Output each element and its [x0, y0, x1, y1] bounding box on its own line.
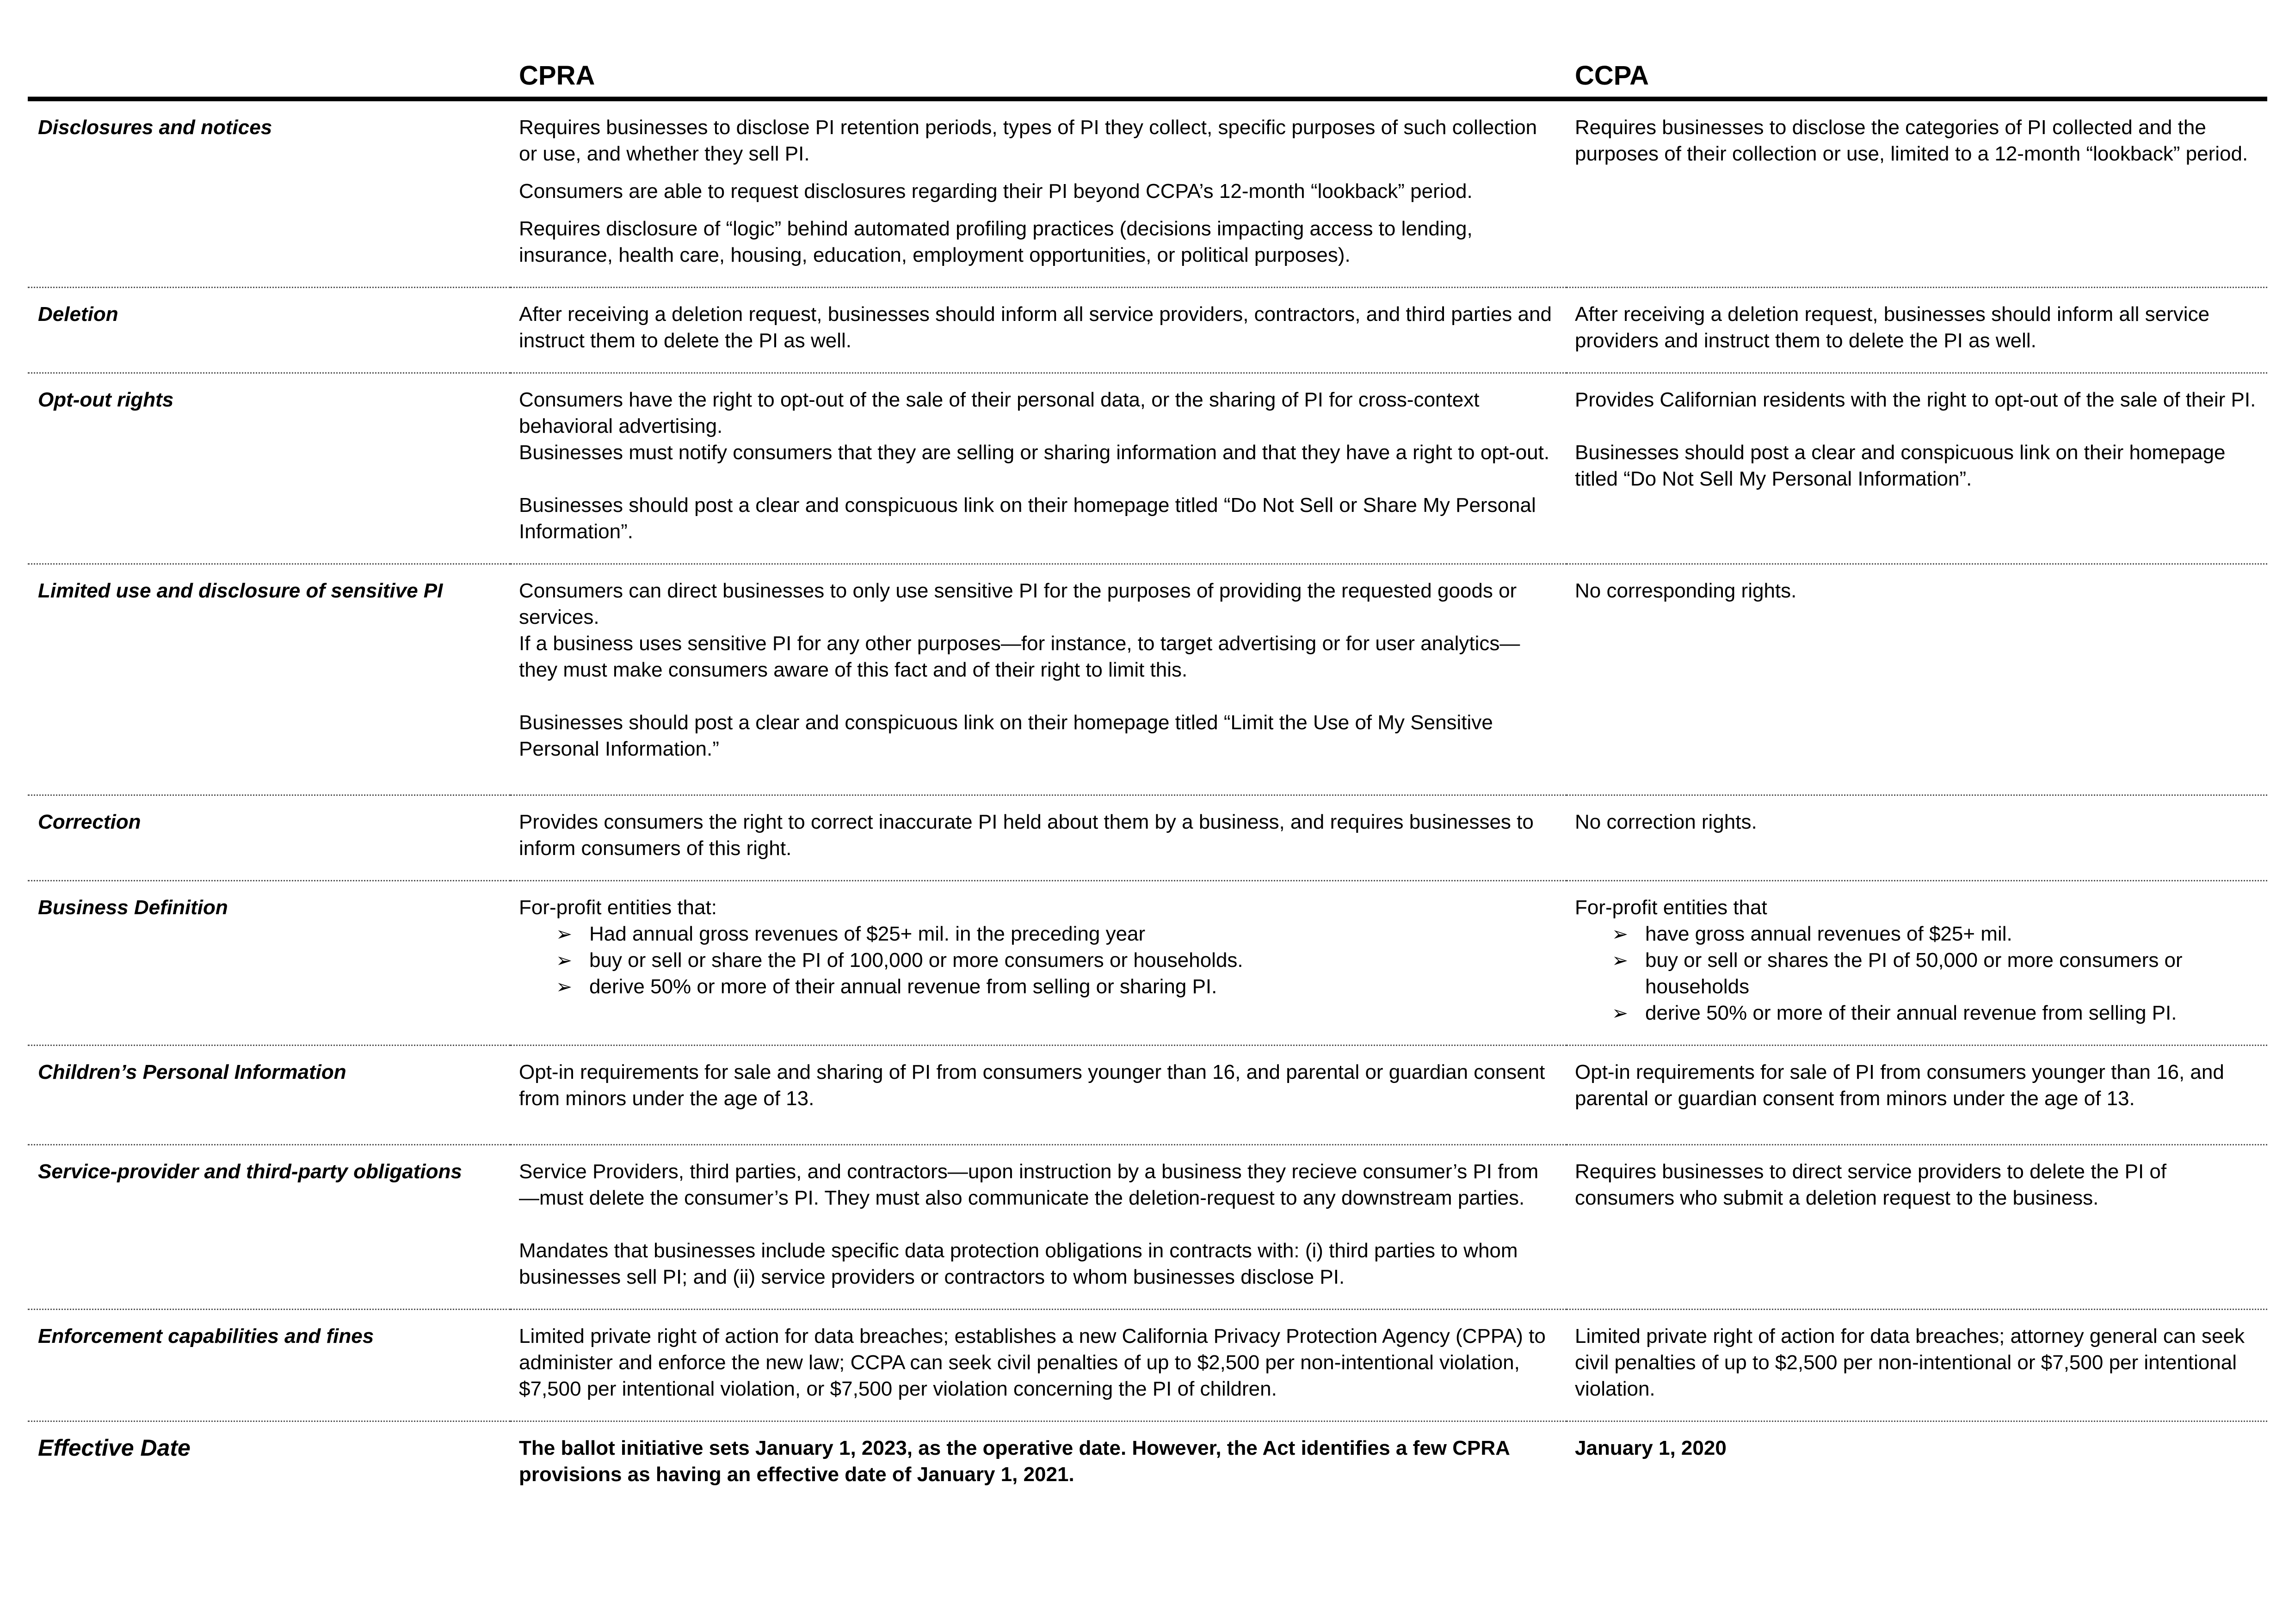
cell-text: Provides consumers the right to correct inaccurate PI held about them by a business, and requires businesses to inform consumers of this right.	[519, 811, 1534, 860]
cell-text: Businesses should post a clear and conspicuous link on their homepage titled “Do Not Sell My Personal Information”.	[1575, 441, 2226, 490]
arrow-bullet-icon: ➢	[556, 975, 573, 998]
list-item-text: derive 50% or more of their annual revenue from selling PI.	[1645, 1002, 2177, 1024]
row-label-deletion: Deletion	[28, 288, 511, 373]
cell-text: Opt-in requirements for sale of PI from consumers younger than 16, and parental or guardian consent from minors under the age of 13.	[1575, 1061, 2224, 1110]
cell-text: No corresponding rights.	[1575, 579, 1797, 602]
cell-text: After receiving a deletion request, businesses should inform all service providers and instruct them to delete the PI as well.	[1575, 303, 2210, 352]
ccpa-cell-enforcement	[1567, 1310, 2267, 1421]
table-row	[28, 1046, 2267, 1145]
row-label-sensitive: Limited use and disclosure of sensitive PI	[28, 564, 511, 795]
cell-text: No correction rights.	[1575, 811, 1757, 833]
ccpa-cell-deletion	[1567, 288, 2267, 373]
list-item-text: buy or sell or share the PI of 100,000 or more consumers or households.	[589, 949, 1243, 972]
arrow-bullet-icon: ➢	[1612, 923, 1629, 945]
cpra-business-list	[519, 921, 1558, 1000]
list-item	[556, 921, 1558, 947]
cell-text: The ballot initiative sets January 1, 2023, as the operative date. However, the Act identifies a few CPRA provisions as having an effective date of January 1, 2021.	[519, 1437, 1510, 1486]
cpra-cell-service	[511, 1145, 1567, 1310]
ccpa-cell-effective	[1567, 1421, 2267, 1507]
list-item-text: derive 50% or more of their annual revenue from selling or sharing PI.	[589, 975, 1217, 998]
arrow-bullet-icon: ➢	[1612, 1002, 1629, 1024]
cell-text: If a business uses sensitive PI for any other purposes—for instance, to target advertising or for user analytics—they must make consumers aware of this fact and of their right to limit this.	[519, 632, 1520, 681]
cell-text: For-profit entities that:	[519, 896, 717, 919]
table-row	[28, 288, 2267, 373]
cell-text: Requires businesses to disclose the categories of PI collected and the purposes of their collection or use, limited to a 12-month “lookback” period.	[1575, 116, 2248, 165]
row-label-effective: Effective Date	[38, 1435, 191, 1461]
cell-text: Opt-in requirements for sale and sharing of PI from consumers younger than 16, and parental or guardian consent from minors under the age of 13.	[519, 1061, 1545, 1110]
row-label-disclosures: Disclosures and notices	[28, 99, 511, 288]
cell-text: Businesses must notify consumers that they are selling or sharing information and that they have a right to opt-out.	[519, 441, 1550, 464]
arrow-bullet-icon: ➢	[556, 923, 573, 945]
ccpa-cell-service	[1567, 1145, 2267, 1310]
ccpa-cell-sensitive	[1567, 564, 2267, 795]
cell-text: Limited private right of action for data breaches; attorney general can seek civil penalties of up to $2,500 per non-intentional or $7,500 per intentional violation.	[1575, 1325, 2245, 1400]
arrow-bullet-icon: ➢	[556, 949, 573, 972]
cell-text: After receiving a deletion request, businesses should inform all service providers, contractors, and third parties and instruct them to delete the PI as well.	[519, 303, 1552, 352]
row-label-correction: Correction	[28, 795, 511, 881]
list-item	[1612, 947, 2259, 1000]
cell-text: Requires disclosure of “logic” behind automated profiling practices (decisions impacting access to lending, insurance, health care, housing, education, employment opportunities, or political purposes).	[519, 217, 1473, 266]
cell-text: For-profit entities that	[1575, 896, 1767, 919]
cell-text: Requires businesses to direct service providers to delete the PI of consumers who submit a deletion request to the business.	[1575, 1160, 2167, 1209]
cell-text: Limited private right of action for data breaches; establishes a new California Privacy Protection Agency (CPPA) to administer and enforce the new law; CCPA can seek civil penalties of up to $2,500 per non-intentional violation, $7,500 per intentional violation, or $7,500 per violation concerning the PI of children.	[519, 1325, 1546, 1400]
header-cpra: CPRA	[511, 60, 1567, 99]
cpra-cell-correction	[511, 795, 1567, 881]
cpra-cell-children	[511, 1046, 1567, 1145]
ccpa-cell-correction	[1567, 795, 2267, 881]
ccpa-cell-optout	[1567, 373, 2267, 564]
cpra-cell-disclosures	[511, 99, 1567, 288]
table-row	[28, 99, 2267, 288]
table-row	[28, 795, 2267, 881]
list-item-text: have gross annual revenues of $25+ mil.	[1645, 923, 2012, 945]
table-row	[28, 1421, 2267, 1507]
cpra-cell-deletion	[511, 288, 1567, 373]
row-label-children: Children’s Personal Information	[28, 1046, 511, 1145]
list-item	[1612, 921, 2259, 947]
cell-text: Businesses should post a clear and conspicuous link on their homepage titled “Limit the Use of My Sensitive Personal Information.”	[519, 711, 1493, 760]
cell-text: Mandates that businesses include specific data protection obligations in contracts with: (i) third parties to whom businesses sell PI; and (ii) service providers or contractors to whom businesses disclose PI.	[519, 1239, 1518, 1288]
row-label-service: Service-provider and third-party obligations	[28, 1145, 511, 1310]
table-row	[28, 1310, 2267, 1421]
cell-text: Service Providers, third parties, and contractors—upon instruction by a business they recieve consumer’s PI from—must delete the consumer’s PI. They must also communicate the deletion-request to any downstream parties.	[519, 1160, 1539, 1209]
list-item-text: Had annual gross revenues of $25+ mil. in the preceding year	[589, 923, 1146, 945]
comparison-document	[28, 60, 2267, 1506]
cell-text: Provides Californian residents with the right to opt-out of the sale of their PI.	[1575, 388, 2256, 411]
table-row	[28, 373, 2267, 564]
ccpa-cell-disclosures	[1567, 99, 2267, 288]
list-item-text: buy or sell or shares the PI of 50,000 or more consumers or households	[1645, 949, 2183, 998]
table-row	[28, 881, 2267, 1046]
arrow-bullet-icon: ➢	[1612, 949, 1629, 972]
cell-text: Consumers can direct businesses to only use sensitive PI for the purposes of providing the requested goods or services.	[519, 579, 1517, 628]
cpra-cell-sensitive	[511, 564, 1567, 795]
ccpa-cell-children	[1567, 1046, 2267, 1145]
cpra-cell-business	[511, 881, 1567, 1046]
row-label-optout: Opt-out rights	[28, 373, 511, 564]
row-label-enforcement: Enforcement capabilities and fines	[28, 1310, 511, 1421]
cell-text: January 1, 2020	[1575, 1437, 1727, 1459]
cell-text: Consumers are able to request disclosures regarding their PI beyond CCPA’s 12-month “lookback” period.	[519, 180, 1473, 203]
table-header-row	[28, 60, 2267, 99]
header-blank-cell	[28, 60, 511, 99]
cpra-ccpa-comparison-table	[28, 60, 2267, 1506]
cpra-cell-effective	[511, 1421, 1567, 1507]
cell-text: Consumers have the right to opt-out of the sale of their personal data, or the sharing of PI for cross-context behavioral advertising.	[519, 388, 1480, 437]
table-row	[28, 564, 2267, 795]
list-item	[556, 973, 1558, 1000]
ccpa-business-list	[1575, 921, 2259, 1026]
list-item	[556, 947, 1558, 973]
row-label-business: Business Definition	[28, 881, 511, 1046]
header-ccpa: CCPA	[1567, 60, 2267, 99]
cell-text: Businesses should post a clear and conspicuous link on their homepage titled “Do Not Sell or Share My Personal Information”.	[519, 494, 1536, 543]
cpra-cell-optout	[511, 373, 1567, 564]
cell-text: Requires businesses to disclose PI retention periods, types of PI they collect, specific purposes of such collection or use, and whether they sell PI.	[519, 116, 1537, 165]
cpra-cell-enforcement	[511, 1310, 1567, 1421]
table-row	[28, 1145, 2267, 1310]
list-item	[1612, 1000, 2259, 1026]
ccpa-cell-business	[1567, 881, 2267, 1046]
